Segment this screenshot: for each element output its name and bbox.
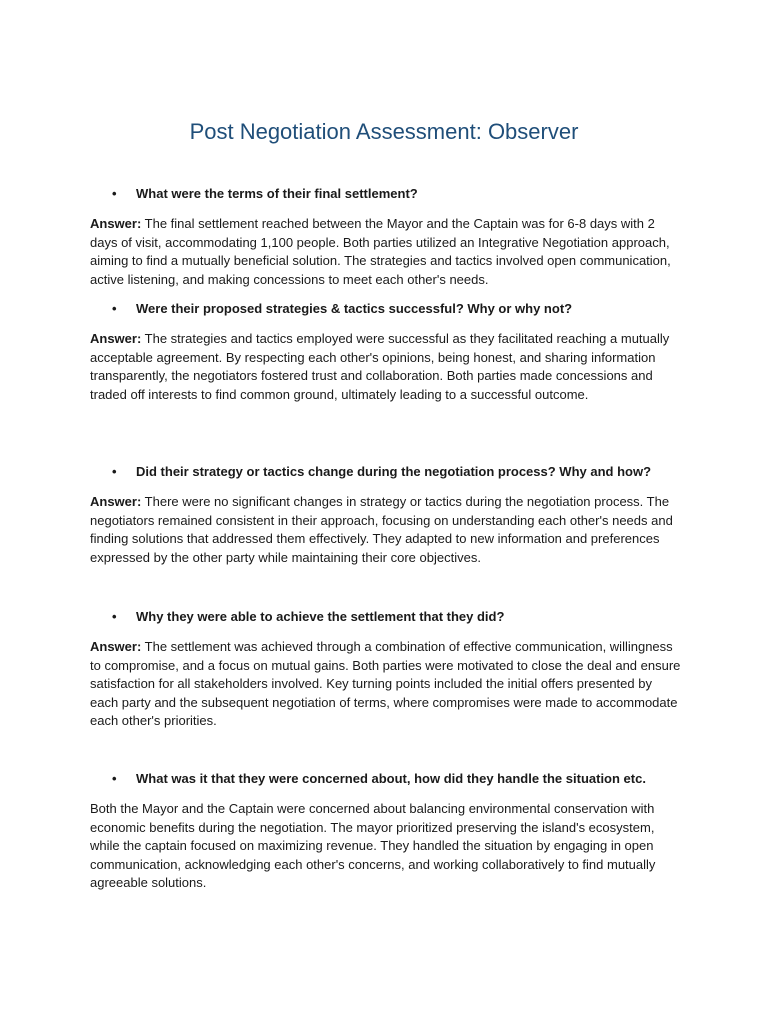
qa-section-terms [90,185,682,289]
qa-section-settlement [90,608,682,731]
answer-text: There were no significant changes in strategy or tactics during the negotiation process. The negotiators remained consistent in their approach, focusing on understanding each other's needs and finding solutions that addressed them effectively. They adapted to new information and preferences expressed by the other party while maintaining their core objectives. [90,494,673,565]
answer-label: Answer: [90,216,142,231]
answer [90,330,682,404]
answer-label: Answer: [90,331,142,346]
bullet-icon: • [112,464,117,479]
answer [90,800,682,893]
answer [90,638,682,731]
question [90,608,682,626]
question-text: Did their strategy or tactics change during the negotiation process? Why and how? [136,464,652,479]
document-title: Post Negotiation Assessment: Observer [189,119,579,144]
question [90,185,682,203]
question [90,463,682,481]
answer [90,493,682,567]
bullet-icon: • [112,301,117,316]
qa-section-concerns [90,770,682,893]
qa-section-strategies [90,300,682,404]
question-text: What was it that they were concerned about, how did they handle the situation etc. [136,771,646,786]
bullet-icon: • [112,771,117,786]
bullet-icon: • [112,186,117,201]
question [90,300,682,318]
qa-section-changes [90,463,682,567]
answer-text: The settlement was achieved through a combination of effective communication, willingness to compromise, and a focus on mutual gains. Both parties were motivated to close the deal and ensure satisfaction for all stakeholders involved. Key turning points included the initial offers presented by each party and the subsequent negotiation of terms, where compromises were made to accommodate each other's priorities. [90,639,681,729]
question [90,770,682,788]
answer [90,215,682,289]
question-text: Why they were able to achieve the settlement that they did? [136,609,505,624]
question-text: Were their proposed strategies & tactics successful? Why or why not? [136,301,573,316]
bullet-icon: • [112,609,117,624]
answer-text: The final settlement reached between the Mayor and the Captain was for 6-8 days with 2 days of visit, accommodating 1,100 people. Both parties utilized an Integrative Negotiation approach, aiming to find a mutually beneficial solution. The strategies and tactics involved open communication, active listening, and making concessions to meet each other's needs. [90,216,671,287]
answer-label: Answer: [90,494,142,509]
question-text: What were the terms of their final settlement? [136,186,418,201]
answer-label: Answer: [90,639,142,654]
answer-text: Both the Mayor and the Captain were concerned about balancing environmental conservation with economic benefits during the negotiation. The mayor prioritized preserving the island's ecosystem, while the captain focused on maximizing revenue. They handled the situation by engaging in open communication, acknowledging each other's concerns, and working collaboratively to find mutually agreeable solutions. [90,801,656,891]
answer-text: The strategies and tactics employed were successful as they facilitated reaching a mutually acceptable agreement. By respecting each other's opinions, being honest, and sharing information transparently, the negotiators fostered trust and collaboration. Both parties made concessions and traded off interests to find common ground, ultimately leading to a successful outcome. [90,331,670,402]
